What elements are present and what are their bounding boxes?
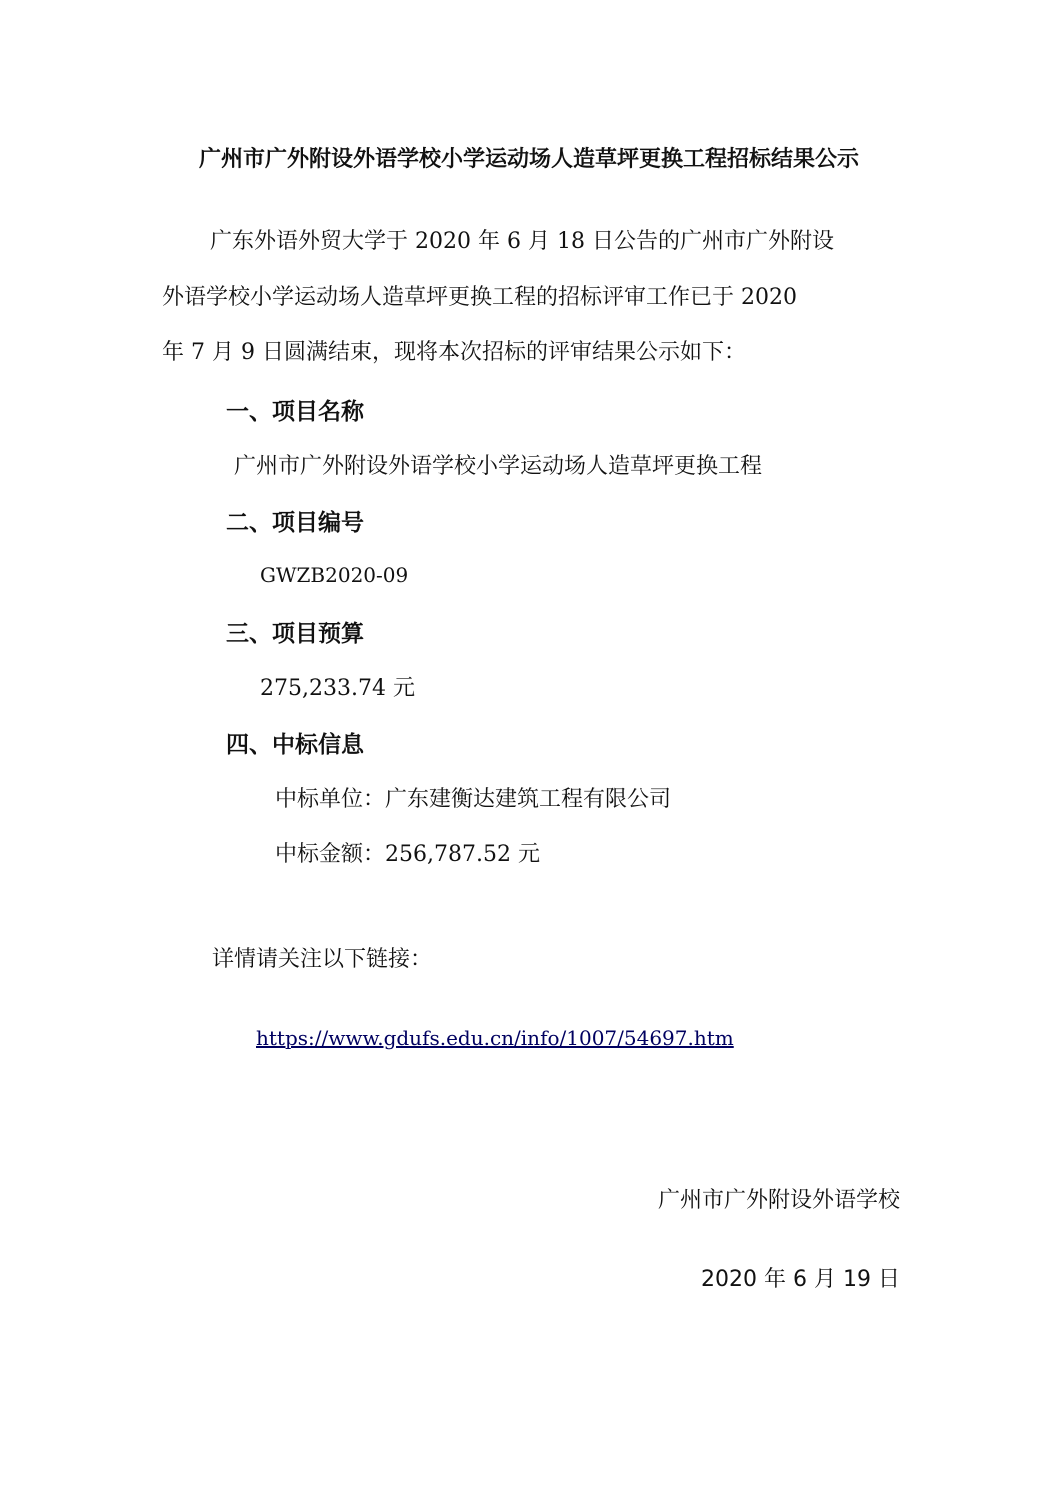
- award-amount: 中标金额：256,787.52 元: [275, 842, 540, 867]
- details-label: 详情请关注以下链接：: [212, 947, 433, 972]
- award-winner: 中标单位：广东建衡达建筑工程有限公司: [275, 787, 672, 812]
- signature-date: 2020 年 6 月 19 日: [701, 1267, 900, 1292]
- section-heading-award-info: 四、中标信息: [226, 732, 364, 758]
- section-heading-project-budget: 三、项目预算: [226, 621, 364, 647]
- section-heading-project-number: 二、项目编号: [226, 510, 364, 536]
- intro-line-2: 外语学校小学运动场人造草坪更换工程的招标评审工作已于 2020: [162, 285, 797, 310]
- details-link[interactable]: https://www.gdufs.edu.cn/info/1007/54697.htm: [256, 1026, 734, 1050]
- signature-organization: 广州市广外附设外语学校: [657, 1188, 900, 1213]
- section-heading-project-name: 一、项目名称: [226, 399, 364, 425]
- project-name-value: 广州市广外附设外语学校小学运动场人造草坪更换工程: [234, 454, 763, 479]
- intro-line-3: 年 7 月 9 日圆满结束，现将本次招标的评审结果公示如下：: [162, 340, 746, 365]
- intro-line-1: 广东外语外贸大学于 2020 年 6 月 18 日公告的广州市广外附设: [210, 229, 834, 254]
- document-title: 广州市广外附设外语学校小学运动场人造草坪更换工程招标结果公示: [198, 146, 859, 172]
- project-number-value: GWZB2020-09: [260, 563, 409, 587]
- project-budget-value: 275,233.74 元: [260, 676, 415, 701]
